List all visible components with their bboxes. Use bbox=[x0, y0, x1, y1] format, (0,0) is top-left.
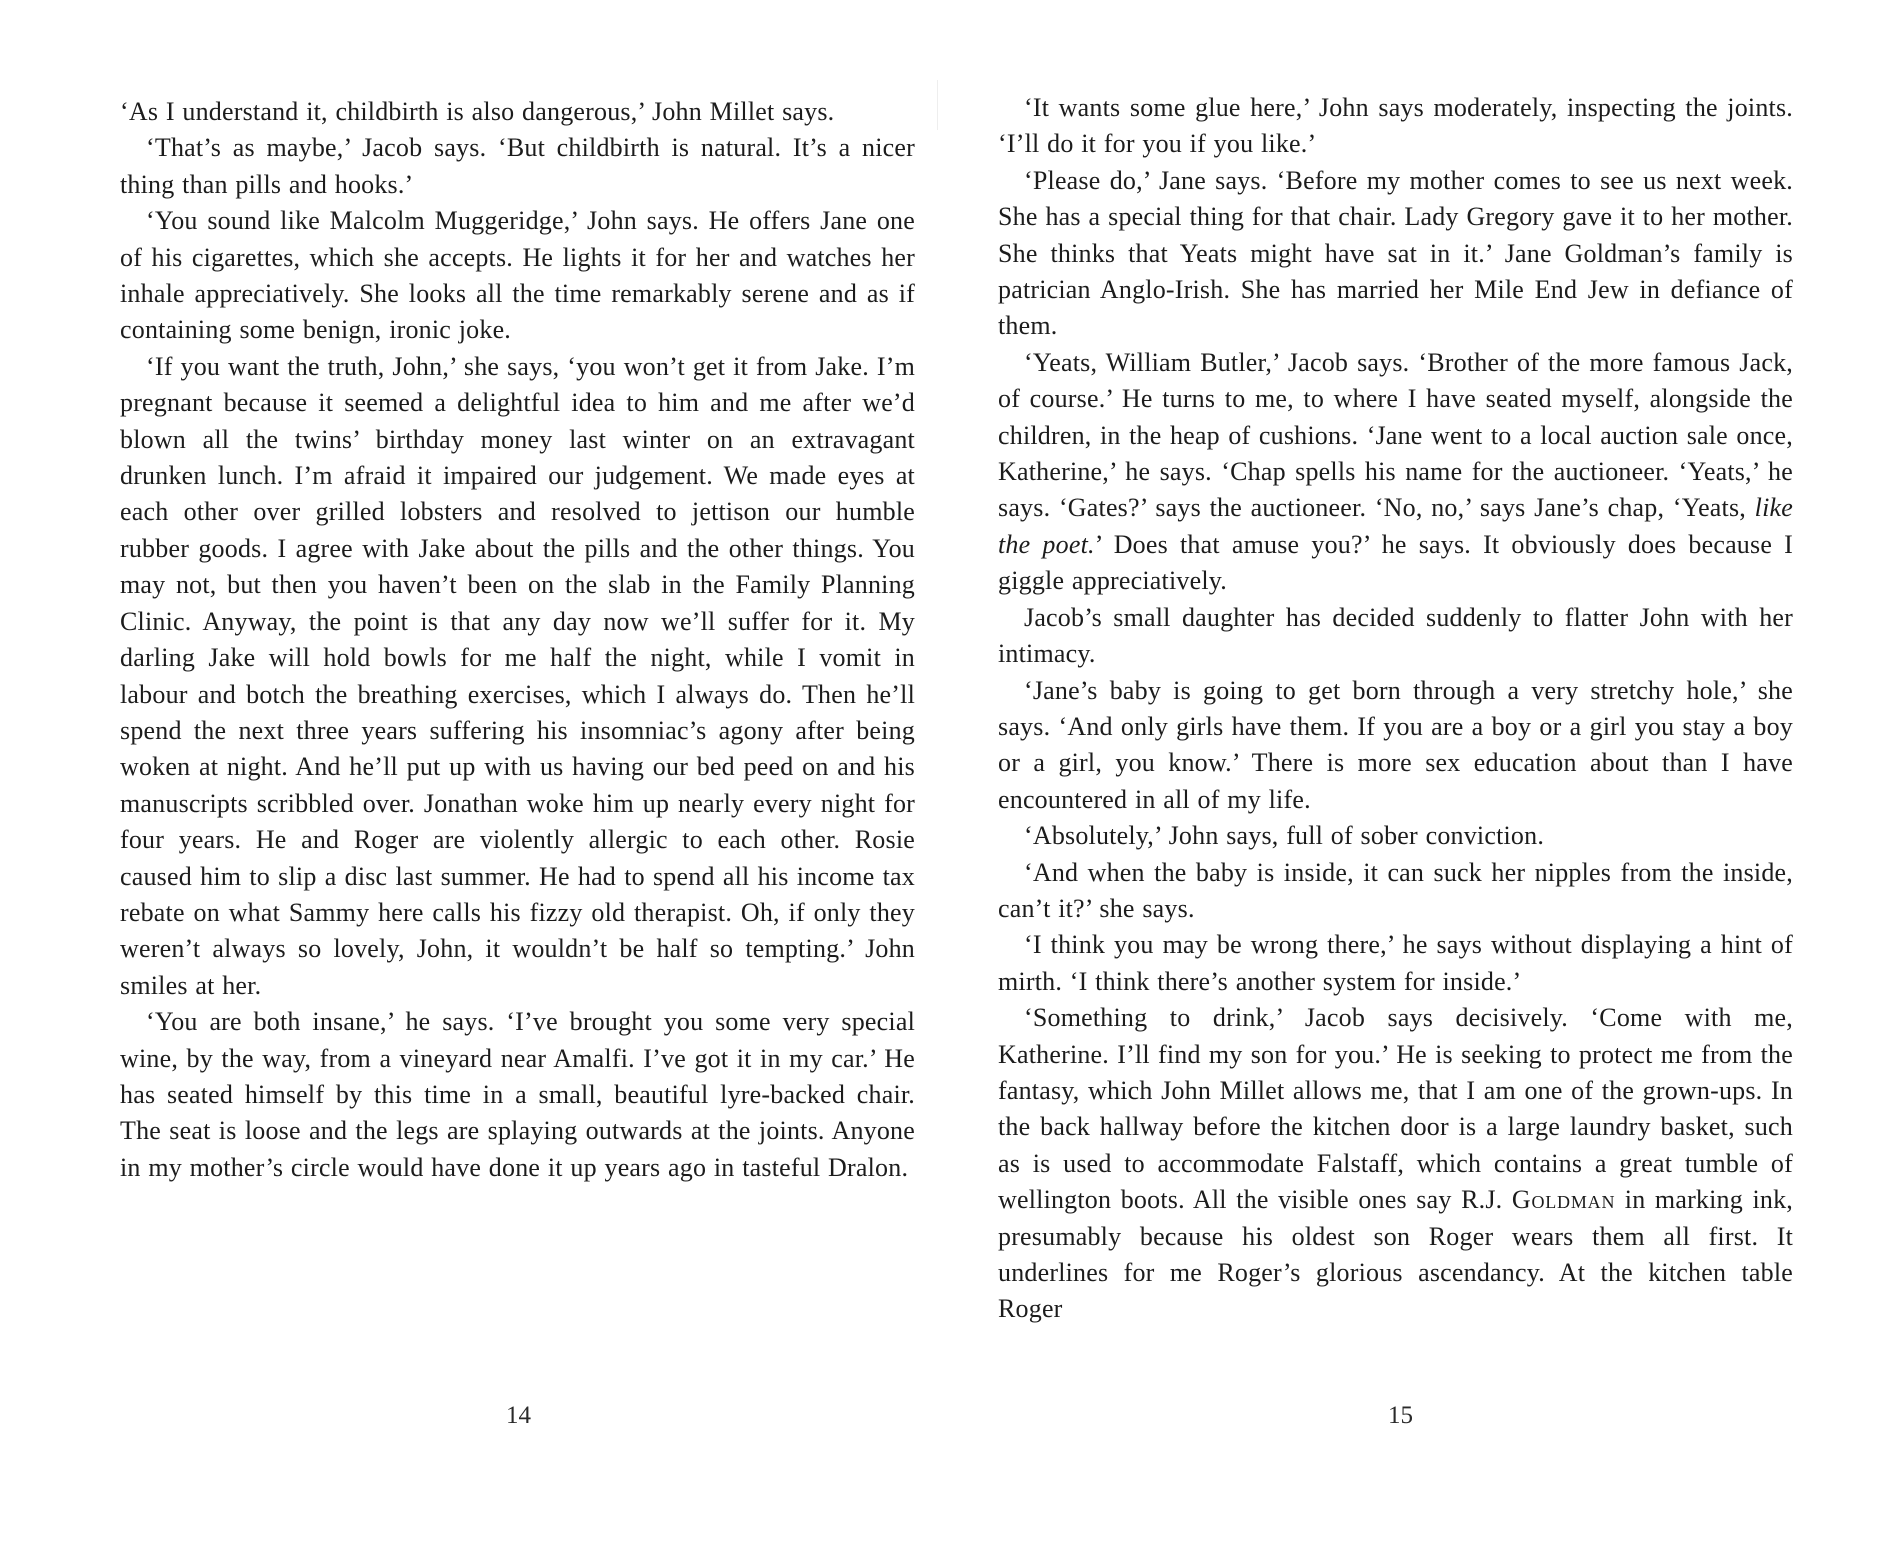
paragraph: ‘As I understand it, childbirth is also dangerous,’ John Millet says. bbox=[120, 97, 835, 126]
paragraph-text: ‘Yeats, William Butler,’ Jacob says. ‘Brother of the more famous Jack, of course.’ He turns to me, to where I have seated myself, alongside the children, in the heap of cushions. ‘Jane went to a local auction sale once, Katherine,’ he says. ‘Chap spells his name for the auctioneer. ‘Yeats,’ he says. ‘Gates?’ says the auctioneer. ‘No, no,’ says Jane’s chap, ‘Yeats, bbox=[998, 347, 1793, 523]
paragraph: ‘You are both insane,’ he says. ‘I’ve brought you some very special wine, by the way, from a vineyard near Amalfi. I’ve got it in my car.’ He has seated himself by this time in a small, beautiful lyre-backed chair. The seat is loose and the legs are splaying outwards at the joints. Anyone in my mother’s circle would have done it up years ago in tasteful Dralon. bbox=[120, 1007, 915, 1182]
paragraph-text: ’ Does that amuse you?’ he says. It obviously does because I giggle appreciatively. bbox=[998, 529, 1793, 596]
paragraph: ‘And when the baby is inside, it can suck her nipples from the inside, can’t it?’ she says. bbox=[998, 857, 1793, 923]
small-caps-name: Goldman bbox=[1511, 1185, 1616, 1215]
gutter-mark bbox=[937, 80, 938, 130]
italic-phrase: like the poet. bbox=[998, 493, 1793, 559]
paragraph: ‘Please do,’ Jane says. ‘Before my mother comes to see us next week. She has a special thing for that chair. Lady Gregory gave it to her mother. She thinks that Yeats might have sat in it.’ Jane Goldman’s family is patrician Anglo-Irish. She has married her Mile End Jew in defiance of them. bbox=[998, 165, 1793, 341]
paragraph-text: in marking ink, presumably because his oldest son Roger wears them all first. It underlines for me Roger’s glorious ascendancy. At the kitchen table Roger bbox=[998, 1185, 1794, 1324]
paragraph-with-italic bbox=[998, 345, 1793, 600]
paragraph: ‘You sound like Malcolm Muggeridge,’ John says. He offers Jane one of his cigarettes, which she accepts. He lights it for her and watches her inhale appreciatively. She looks all the time remarkably serene and as if containing some benign, ironic joke. bbox=[120, 206, 915, 345]
paragraph: ‘Absolutely,’ John says, full of sober conviction. bbox=[1024, 821, 1545, 851]
page-number-right: 15 bbox=[1388, 1402, 1413, 1429]
paragraph: ‘That’s as maybe,’ Jacob says. ‘But childbirth is natural. It’s a nicer thing than pills and hooks.’ bbox=[120, 133, 915, 199]
paragraph: ‘If you want the truth, John,’ she says, ‘you won’t get it from Jake. I’m pregnant because it seemed a delightful idea to him and me after we’d blown all the twins’ birthday money last winter on an extravagant drunken lunch. I’m afraid it impaired our judgement. We made eyes at each other over grilled lobsters and resolved to jettison our humble rubber goods. I agree with Jake about the pills and the other things. You may not, but then you haven’t been on the slab in the Family Planning Clinic. Anyway, the point is that any day now we’ll suffer for it. My darling Jake will hold bowls for me half the night, while I vomit in labour and botch the breathing exercises, which I always do. Then he’ll spend the next three years suffering his insomniac’s agony after being woken at night. And he’ll put up with us having our bed peed on and his manuscripts scribbled over. Jonathan woke him up nearly every night for four years. He and Roger are violently allergic to each other. Rosie caused him to slip a disc last summer. He had to spend all his income tax rebate on what Sammy here calls his fizzy old therapist. Oh, if only they weren’t always so lovely, John, it wouldn’t be half so tempting.’ John smiles at her. bbox=[120, 351, 915, 1000]
paragraph: Jacob’s small daughter has decided suddenly to flatter John with her intimacy. bbox=[998, 602, 1793, 669]
paragraph-with-small-caps bbox=[998, 1000, 1793, 1328]
left-page bbox=[120, 94, 915, 1186]
paragraph-text: ‘Something to drink,’ Jacob says decisively. ‘Come with me, Katherine. I’ll find my son for you.’ He is seeking to protect me from the fantasy, which John Millet allows me, that I am one of the grown-ups. In the back hallway before the kitchen door is a large laundry basket, such as is used to accommodate Falstaff, which contains a great tumble of wellington boots. All the visible ones say R.J. bbox=[998, 1003, 1793, 1215]
paragraph: ‘It wants some glue here,’ John says moderately, inspecting the joints. ‘I’ll do it for you if you like.’ bbox=[998, 93, 1793, 159]
paragraph: ‘Jane’s baby is going to get born through a very stretchy hole,’ she says. ‘And only girls have them. If you are a boy or a girl you stay a boy or a girl, you know.’ There is more sex education about than I have encountered in all of my life. bbox=[998, 675, 1793, 814]
right-page bbox=[998, 90, 1793, 1328]
paragraph: ‘I think you may be wrong there,’ he says without displaying a hint of mirth. ‘I think there’s another system for inside.’ bbox=[998, 930, 1793, 996]
page-number-left: 14 bbox=[506, 1402, 531, 1429]
